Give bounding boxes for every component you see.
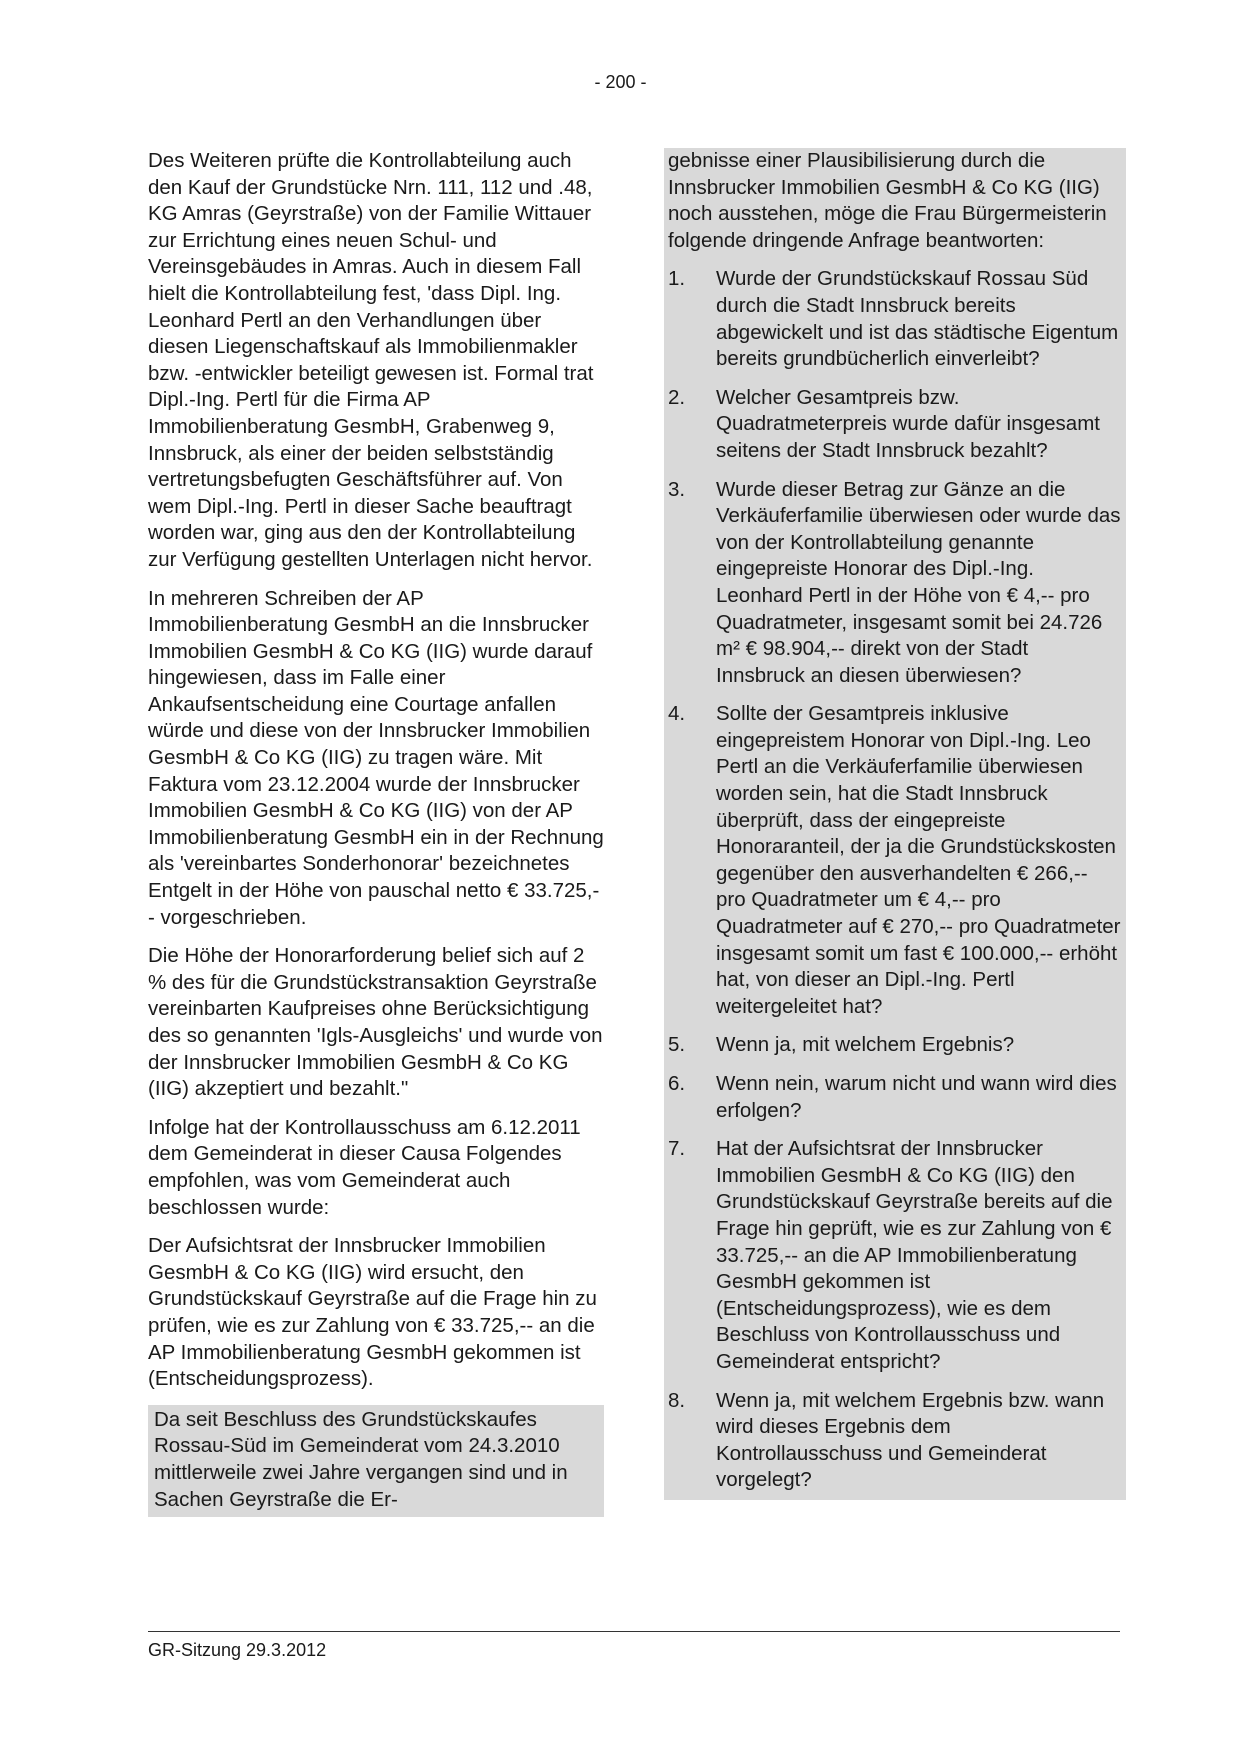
left-column xyxy=(148,148,604,1529)
question-number: 8. xyxy=(668,1388,686,1412)
question-text: Wurde dieser Betrag zur Gänze an die Verkäuferfamilie überwiesen oder wurde das von der Kontrollabteilung genannte eingepreiste Honorar des Dipl.-Ing. Leonhard Pertl in der Höhe von € 4,-- pro Quadratmeter, insgesamt somit bei 24.726 m² € 98.904,-- direkt von der Stadt Innsbruck an diesen überwiesen? xyxy=(716,477,1121,687)
footer-divider xyxy=(148,1631,1120,1632)
question-text: Welcher Gesamtpreis bzw. Quadratmeterpreis wurde dafür insgesamt seitens der Stadt Innsbruck bezahlt? xyxy=(716,385,1100,462)
question-number: 3. xyxy=(668,477,686,501)
question-item xyxy=(668,1136,1122,1375)
footer-session-label: GR-Sitzung 29.3.2012 xyxy=(148,1640,327,1660)
inquiry-block xyxy=(664,148,1126,1500)
question-text: Wenn ja, mit welchem Ergebnis bzw. wann wird dieses Ergebnis dem Kontrollausschuss und Gemeinderat vorgelegt? xyxy=(716,1388,1105,1492)
question-number: 1. xyxy=(668,267,686,291)
question-item xyxy=(668,1032,1122,1059)
question-item xyxy=(668,477,1122,690)
paragraph: Der Aufsichtsrat der Innsbrucker Immobilien GesmbH & Co KG (IIG) wird ersucht, den Grundstückskauf Geyrstraße auf die Frage hin zu prüfen, wie es zur Zahlung von € 33.725,-- an die AP Immobilienberatung GesmbH gekommen ist (Entscheidungsprozess). xyxy=(148,1234,597,1391)
question-text: Sollte der Gesamtpreis inklusive eingepreistem Honorar von Dipl.-Ing. Leo Pertl an die Verkäuferfamilie überwiesen worden sein, hat die Stadt Innsbruck überprüft, dass der eingepreiste Honoraranteil, der ja die Grundstückskosten gegenüber den ausverhandelten € 266,-- pro Quadratmeter um € 4,-- pro Quadratmeter auf € 270,-- pro Quadratmeter insgesamt somit um fast € 100.000,-- erhöht hat, von dieser an Dipl.-Ing. Pertl weitergeleitet hat? xyxy=(716,702,1121,1018)
paragraph: Des Weiteren prüfte die Kontrollabteilung auch den Kauf der Grundstücke Nrn. 111, 112 und .48, KG Amras (Geyrstraße) von der Familie Wittauer zur Errichtung eines neuen Schul- und Vereinsgebäudes in Amras. Auch in diesem Fall hielt die Kontrollabteilung fest, 'dass Dipl. Ing. Leonhard Pertl an den Verhandlungen über diesen Liegenschaftskauf als Immobilienmakler bzw. -entwickler beteiligt gewesen ist. Formal trat Dipl.-Ing. Pertl für die Firma AP Immobilienberatung GesmbH, Grabenweg 9, Innsbruck, als einer der beiden selbstständig vertretungsbefugten Geschäftsführer auf. Von wem Dipl.-Ing. Pertl in dieser Sache beauftragt worden war, ging aus den der Kontrollabteilung zur Verfügung gestellten Unterlagen nicht hervor. xyxy=(148,149,594,571)
shaded-paragraph: Da seit Beschluss des Grundstückskaufes Rossau-Süd im Gemeinderat vom 24.3.2010 mittlerweile zwei Jahre vergangen sind und in Sachen Geyrstraße die Er- xyxy=(148,1405,604,1517)
question-number: 4. xyxy=(668,702,686,726)
inquiry-intro: gebnisse einer Plausibilisierung durch die Innsbrucker Immobilien GesmbH & Co KG (IIG) noch ausstehen, möge die Frau Bürgermeisterin folgende dringende Anfrage beantworten: xyxy=(668,149,1107,252)
question-number: 5. xyxy=(668,1033,686,1057)
question-number: 2. xyxy=(668,385,686,409)
right-column xyxy=(668,148,1126,1500)
page-number: - 200 - xyxy=(594,72,647,92)
question-item xyxy=(668,1071,1122,1124)
question-item xyxy=(668,385,1122,465)
question-item xyxy=(668,1388,1122,1494)
question-number: 7. xyxy=(668,1137,686,1161)
question-text: Hat der Aufsichtsrat der Innsbrucker Immobilien GesmbH & Co KG (IIG) den Grundstückskauf Geyrstraße bereits auf die Frage hin geprüft, wie es zur Zahlung von € 33.725,-- an die AP Immobilienberatung GesmbH gekommen ist (Entscheidungsprozess), wie es dem Beschluss von Kontrollausschuss und Gemeinderat entspricht? xyxy=(716,1137,1113,1373)
question-text: Wenn nein, warum nicht und wann wird dies erfolgen? xyxy=(716,1072,1117,1122)
question-number: 6. xyxy=(668,1072,686,1095)
question-list xyxy=(668,266,1122,1494)
question-text: Wenn ja, mit welchem Ergebnis? xyxy=(716,1033,1015,1057)
paragraph: Infolge hat der Kontrollausschuss am 6.12.2011 dem Gemeinderat in dieser Causa Folgendes empfohlen, was vom Gemeinderat auch beschlossen wurde: xyxy=(148,1115,581,1219)
question-text: Wurde der Grundstückskauf Rossau Süd durch die Stadt Innsbruck bereits abgewickelt und ist das städtische Eigentum bereits grundbücherlich einverleibt? xyxy=(716,267,1119,371)
paragraph: Die Höhe der Honorarforderung belief sich auf 2 % des für die Grundstückstransaktion Geyrstraße vereinbarten Kaufpreises ohne Berücksichtigung des so genannten 'Igls-Ausgleichs' und wurde von der Innsbrucker Immobilien GesmbH & Co KG (IIG) akzeptiert und bezahlt." xyxy=(148,944,603,1101)
paragraph: In mehreren Schreiben der AP Immobilienberatung GesmbH an die Innsbrucker Immobilien GesmbH & Co KG (IIG) wurde darauf hingewiesen, dass im Falle einer Ankaufsentscheidung eine Courtage anfallen würde und diese von der Innsbrucker Immobilien GesmbH & Co KG (IIG) zu tragen wäre. Mit Faktura vom 23.12.2004 wurde der Innsbrucker Immobilien GesmbH & Co KG (IIG) von der AP Immobilienberatung GesmbH ein in der Rechnung als 'vereinbartes Sonderhonorar' bezeichnetes Entgelt in der Höhe von pauschal netto € 33.725,-- vorgeschrieben. xyxy=(148,586,604,929)
question-item xyxy=(668,701,1122,1020)
question-item xyxy=(668,266,1122,372)
